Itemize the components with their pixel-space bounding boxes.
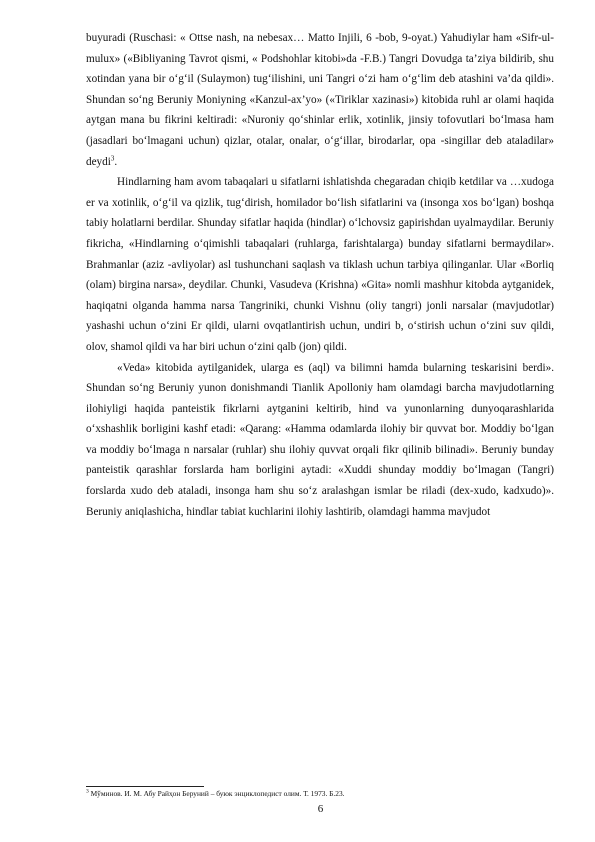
footnote-text: Мўминов. И. М. Абу Райҳон Беруний – буюк энциклопедист олим. Т. 1973. Б.23. [90, 789, 345, 798]
paragraph-1 [86, 28, 554, 172]
page-number: 6 [317, 803, 324, 815]
paragraph-2: Hindlarning ham avom tabaqalari u sifatlarni ishlatishda chegaradan chiqib ketdilar va …xudoga er va xotinlik, o‘g‘il va qizlik, tug‘dirish, homilador bo‘lish sifatlarini va (insonga xos bo‘lgan) boshqa tabiy holatlarni berdilar. Shunday sifatlar haqida (hindlar) o‘lchovsiz gapirishdan uyalmaydilar. Beruniy fikricha, «Hindlarning o‘qimishli tabaqalari (ruhlarga, farishtalarga) bunday sifatlarni bermaydilar». Brahmanlar (aziz -avliyolar) asl tushunchani saqlash va tiklash uchun tarbiya qilinganlar. Ular «Borliq (olam) birgina narsa», deydilar. Chunki, Vasudeva (Krishna) «Gita» nomli mashhur kitobda aytganidek, haqiqatni olganda hamma narsa Tangriniki, chunki Vishnu (oliy tangri) jonli narsalar (mavjudotlar) yashashi uchun o‘zini Er qildi, ularni ovqatlantirish uchun, undiri b, o‘stirish uchun o‘zini suv qildi, olov, shamol qildi va har biri uchun o‘zini qalb (jon) qildi. [86, 176, 554, 353]
footnote [86, 789, 554, 799]
footnote-marker: 3 [86, 788, 89, 795]
paragraph-3: «Veda» kitobida aytilganidek, ularga es (aql) va bilimni hamda bularning teskarisini berdi». Shundan so‘ng Beruniy yunon donishmandi Tianlik Apolloniy ham olamdagi barcha mavjudotlarning ilohiyligi haqida panteistik fikrlarni aytganini keltirib, hind va yunonlarning dunyoqarashlarida o‘xshashlik borligini kashf etadi: «Qarang: «Hamma odamlarda ilohiy bir quvvat bor. Moddiy bo‘lgan va moddiy bo‘lmaga n narsalar (ruhlar) shu ilohiy quvvat orqali fikr qilinib bilinadi». Beruniy bunday panteistik qarashlar forslarda ham borligini aytadi: «Xuddi shunday moddiy bo‘lmagan (Tangri) forslarda xudo deb ataladi, insonga ham shu so‘z aralashgan ismlar be riladi (dex-xudo, kadxudo)». Beruniy aniqlashicha, hindlar tabiat kuchlarini ilohiy lashtirib, olamdagi hamma mavjudot [86, 361, 554, 518]
footnote-separator [86, 786, 204, 787]
body-text [86, 28, 554, 522]
paragraph-1-end: . [114, 155, 118, 168]
paragraph-1-text: buyuradi (Ruschasi: « Ottse nash, na nebesax… Matto Injili, 6 -bob, 9-oyat.) Yahudiylar ham «Sifr-ul-mulux» («Bibliyaning Tavrot qismi, « Podshohlar kitobi»da -F.B.) Tangri Dovudga ta’ziya bildirib, shu xotindan yana bir o‘g‘il (Sulaymon) tug‘ilishini, uni Tangri o‘zi ham o‘g‘lim deb atashini va’da qildi». Shundan so‘ng Beruniy Moniyning «Kanzul-ax’yo» («Tiriklar xazinasi») kitobida ruhl ar olami haqida aytgan mana bu fikrini keltiradi: «Nuroniy qo‘shinlar erlik, xotinlik, jinsiy tofovutlari bo‘lmasa ham (jasadlari bo‘lmagani uchun) qizlar, otalar, onalar, o‘g‘illar, birodarlar, opa -singillar deb ataladilar» deydi [86, 32, 554, 168]
footnote-reference: 3 [110, 153, 115, 162]
